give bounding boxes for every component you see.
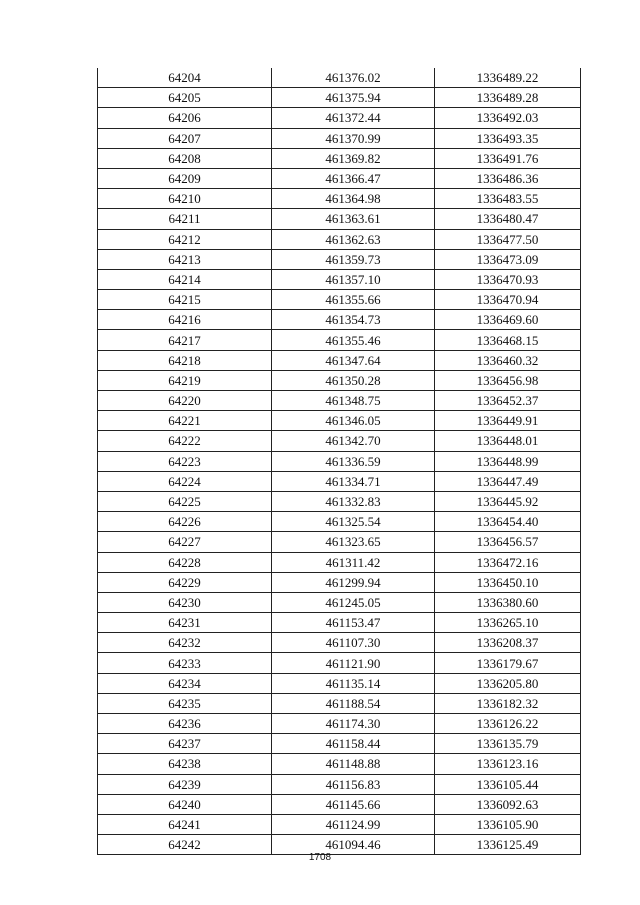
table-row (98, 431, 581, 451)
coordinates-table-body (98, 68, 581, 855)
x-coordinate-cell: 461348.75 (272, 391, 435, 411)
point-id-cell: 64233 (98, 653, 272, 673)
y-coordinate-cell: 1336452.37 (435, 391, 581, 411)
x-coordinate-cell: 461156.83 (272, 774, 435, 794)
x-coordinate-cell: 461342.70 (272, 431, 435, 451)
point-id-cell: 64238 (98, 754, 272, 774)
y-coordinate-cell: 1336123.16 (435, 754, 581, 774)
x-coordinate-cell: 461362.63 (272, 229, 435, 249)
y-coordinate-cell: 1336486.36 (435, 168, 581, 188)
x-coordinate-cell: 461174.30 (272, 714, 435, 734)
y-coordinate-cell: 1336483.55 (435, 189, 581, 209)
x-coordinate-cell: 461372.44 (272, 108, 435, 128)
x-coordinate-cell: 461363.61 (272, 209, 435, 229)
point-id-cell: 64232 (98, 633, 272, 653)
table-row (98, 512, 581, 532)
table-row (98, 532, 581, 552)
table-row (98, 310, 581, 330)
y-coordinate-cell: 1336456.57 (435, 532, 581, 552)
table-row (98, 168, 581, 188)
point-id-cell: 64217 (98, 330, 272, 350)
x-coordinate-cell: 461124.99 (272, 814, 435, 834)
table-row (98, 290, 581, 310)
y-coordinate-cell: 1336105.44 (435, 774, 581, 794)
table-row (98, 552, 581, 572)
point-id-cell: 64224 (98, 471, 272, 491)
table-row (98, 209, 581, 229)
x-coordinate-cell: 461350.28 (272, 370, 435, 390)
x-coordinate-cell: 461347.64 (272, 350, 435, 370)
table-row (98, 391, 581, 411)
page-number: 1708 (308, 852, 332, 863)
table-row (98, 108, 581, 128)
point-id-cell: 64225 (98, 491, 272, 511)
point-id-cell: 64239 (98, 774, 272, 794)
x-coordinate-cell: 461369.82 (272, 148, 435, 168)
y-coordinate-cell: 1336126.22 (435, 714, 581, 734)
x-coordinate-cell: 461145.66 (272, 794, 435, 814)
table-row (98, 68, 581, 88)
y-coordinate-cell: 1336491.76 (435, 148, 581, 168)
x-coordinate-cell: 461323.65 (272, 532, 435, 552)
table-row (98, 814, 581, 834)
y-coordinate-cell: 1336468.15 (435, 330, 581, 350)
y-coordinate-cell: 1336265.10 (435, 613, 581, 633)
point-id-cell: 64240 (98, 794, 272, 814)
point-id-cell: 64213 (98, 249, 272, 269)
table-row (98, 148, 581, 168)
point-id-cell: 64209 (98, 168, 272, 188)
y-coordinate-cell: 1336208.37 (435, 633, 581, 653)
table-row (98, 572, 581, 592)
point-id-cell: 64226 (98, 512, 272, 532)
table-row (98, 653, 581, 673)
y-coordinate-cell: 1336493.35 (435, 128, 581, 148)
table-row (98, 330, 581, 350)
point-id-cell: 64214 (98, 269, 272, 289)
table-row (98, 370, 581, 390)
point-id-cell: 64228 (98, 552, 272, 572)
x-coordinate-cell: 461311.42 (272, 552, 435, 572)
point-id-cell: 64221 (98, 411, 272, 431)
x-coordinate-cell: 461299.94 (272, 572, 435, 592)
x-coordinate-cell: 461357.10 (272, 269, 435, 289)
y-coordinate-cell: 1336450.10 (435, 572, 581, 592)
table-row (98, 734, 581, 754)
point-id-cell: 64235 (98, 693, 272, 713)
table-row (98, 269, 581, 289)
y-coordinate-cell: 1336469.60 (435, 310, 581, 330)
y-coordinate-cell: 1336445.92 (435, 491, 581, 511)
point-id-cell: 64231 (98, 613, 272, 633)
point-id-cell: 64227 (98, 532, 272, 552)
table-row (98, 411, 581, 431)
table-row (98, 88, 581, 108)
x-coordinate-cell: 461094.46 (272, 835, 435, 855)
x-coordinate-cell: 461336.59 (272, 451, 435, 471)
point-id-cell: 64216 (98, 310, 272, 330)
point-id-cell: 64208 (98, 148, 272, 168)
table-row (98, 451, 581, 471)
y-coordinate-cell: 1336448.01 (435, 431, 581, 451)
x-coordinate-cell: 461188.54 (272, 693, 435, 713)
y-coordinate-cell: 1336489.28 (435, 88, 581, 108)
point-id-cell: 64223 (98, 451, 272, 471)
y-coordinate-cell: 1336472.16 (435, 552, 581, 572)
coordinates-table (97, 68, 581, 855)
y-coordinate-cell: 1336480.47 (435, 209, 581, 229)
x-coordinate-cell: 461375.94 (272, 88, 435, 108)
table-row (98, 794, 581, 814)
table-row (98, 592, 581, 612)
y-coordinate-cell: 1336470.94 (435, 290, 581, 310)
y-coordinate-cell: 1336454.40 (435, 512, 581, 532)
point-id-cell: 64229 (98, 572, 272, 592)
y-coordinate-cell: 1336489.22 (435, 68, 581, 88)
table-row (98, 189, 581, 209)
y-coordinate-cell: 1336135.79 (435, 734, 581, 754)
point-id-cell: 64220 (98, 391, 272, 411)
y-coordinate-cell: 1336448.99 (435, 451, 581, 471)
y-coordinate-cell: 1336105.90 (435, 814, 581, 834)
x-coordinate-cell: 461359.73 (272, 249, 435, 269)
point-id-cell: 64210 (98, 189, 272, 209)
y-coordinate-cell: 1336460.32 (435, 350, 581, 370)
table-row (98, 754, 581, 774)
point-id-cell: 64234 (98, 673, 272, 693)
y-coordinate-cell: 1336470.93 (435, 269, 581, 289)
point-id-cell: 64236 (98, 714, 272, 734)
point-id-cell: 64242 (98, 835, 272, 855)
y-coordinate-cell: 1336449.91 (435, 411, 581, 431)
y-coordinate-cell: 1336380.60 (435, 592, 581, 612)
x-coordinate-cell: 461325.54 (272, 512, 435, 532)
point-id-cell: 64212 (98, 229, 272, 249)
x-coordinate-cell: 461354.73 (272, 310, 435, 330)
table-row (98, 673, 581, 693)
table-row (98, 693, 581, 713)
point-id-cell: 64219 (98, 370, 272, 390)
y-coordinate-cell: 1336125.49 (435, 835, 581, 855)
table-row (98, 229, 581, 249)
y-coordinate-cell: 1336456.98 (435, 370, 581, 390)
x-coordinate-cell: 461376.02 (272, 68, 435, 88)
point-id-cell: 64211 (98, 209, 272, 229)
point-id-cell: 64215 (98, 290, 272, 310)
x-coordinate-cell: 461366.47 (272, 168, 435, 188)
table-row (98, 491, 581, 511)
x-coordinate-cell: 461332.83 (272, 491, 435, 511)
y-coordinate-cell: 1336447.49 (435, 471, 581, 491)
x-coordinate-cell: 461158.44 (272, 734, 435, 754)
x-coordinate-cell: 461355.66 (272, 290, 435, 310)
point-id-cell: 64230 (98, 592, 272, 612)
point-id-cell: 64205 (98, 88, 272, 108)
table-row (98, 774, 581, 794)
x-coordinate-cell: 461148.88 (272, 754, 435, 774)
point-id-cell: 64206 (98, 108, 272, 128)
y-coordinate-cell: 1336179.67 (435, 653, 581, 673)
table-row (98, 613, 581, 633)
point-id-cell: 64207 (98, 128, 272, 148)
point-id-cell: 64237 (98, 734, 272, 754)
y-coordinate-cell: 1336092.63 (435, 794, 581, 814)
x-coordinate-cell: 461153.47 (272, 613, 435, 633)
table-row (98, 350, 581, 370)
table-row (98, 633, 581, 653)
x-coordinate-cell: 461121.90 (272, 653, 435, 673)
y-coordinate-cell: 1336205.80 (435, 673, 581, 693)
x-coordinate-cell: 461346.05 (272, 411, 435, 431)
x-coordinate-cell: 461107.30 (272, 633, 435, 653)
point-id-cell: 64218 (98, 350, 272, 370)
point-id-cell: 64241 (98, 814, 272, 834)
y-coordinate-cell: 1336473.09 (435, 249, 581, 269)
table-row (98, 128, 581, 148)
y-coordinate-cell: 1336492.03 (435, 108, 581, 128)
x-coordinate-cell: 461370.99 (272, 128, 435, 148)
point-id-cell: 64222 (98, 431, 272, 451)
point-id-cell: 64204 (98, 68, 272, 88)
x-coordinate-cell: 461135.14 (272, 673, 435, 693)
y-coordinate-cell: 1336182.32 (435, 693, 581, 713)
x-coordinate-cell: 461334.71 (272, 471, 435, 491)
x-coordinate-cell: 461355.46 (272, 330, 435, 350)
x-coordinate-cell: 461245.05 (272, 592, 435, 612)
y-coordinate-cell: 1336477.50 (435, 229, 581, 249)
x-coordinate-cell: 461364.98 (272, 189, 435, 209)
table-row (98, 714, 581, 734)
table-row (98, 471, 581, 491)
table-row (98, 249, 581, 269)
